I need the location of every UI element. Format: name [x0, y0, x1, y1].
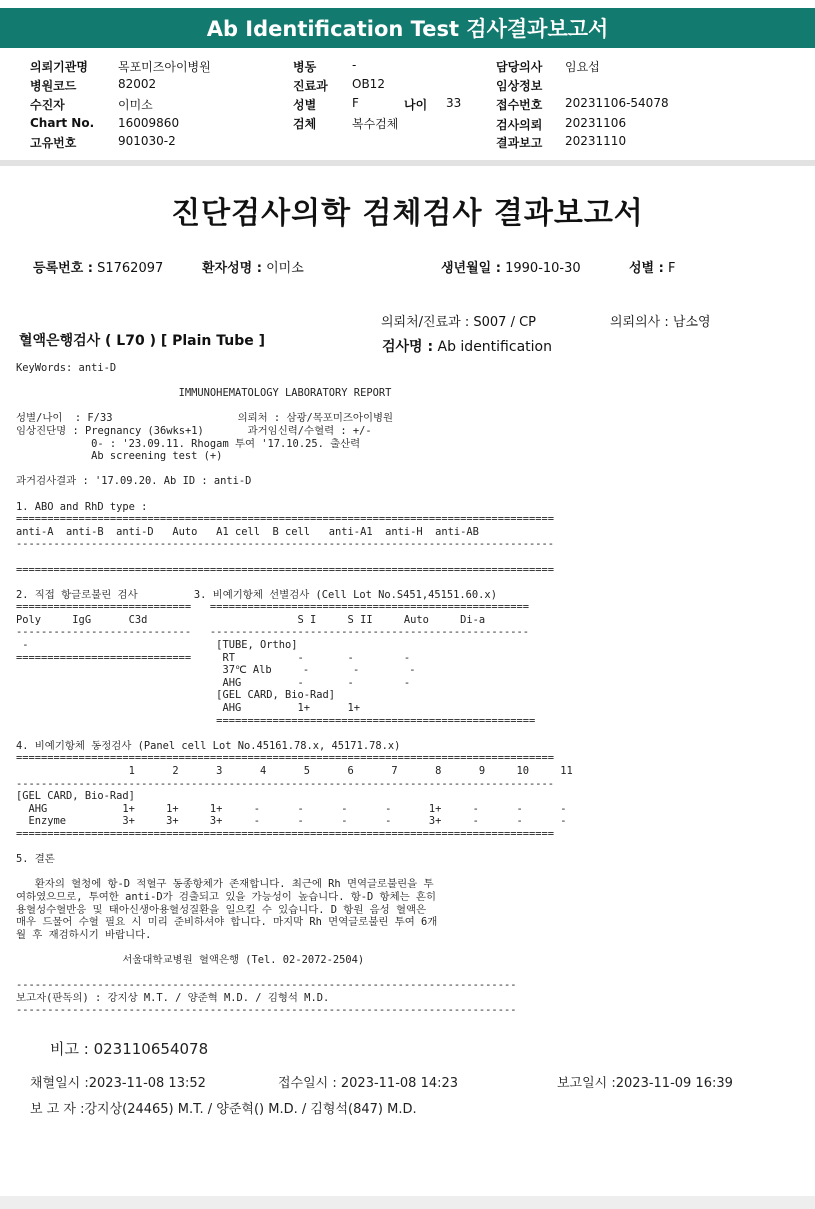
- result-date-label: 결과보고: [496, 136, 543, 150]
- report-sex-label: 성별 :: [629, 261, 664, 276]
- report-sex-value: F: [667, 261, 676, 276]
- registration-no: [33, 257, 163, 276]
- test-name: [382, 336, 552, 356]
- banner-title: Ab Identification Test 검사결과보고서: [206, 17, 609, 41]
- receipt-time-value: 2023-11-08 14:23: [340, 1076, 459, 1091]
- requesting-doctor: [610, 311, 711, 330]
- receipt-time-label: 접수일시 :: [278, 1076, 337, 1091]
- specimen-value: 복수검체: [352, 117, 399, 131]
- sex-value: F: [352, 96, 359, 110]
- bottom-edge: [0, 1196, 815, 1209]
- note: [50, 1038, 208, 1059]
- note-value: 023110654078: [93, 1040, 209, 1058]
- section-divider: [0, 160, 815, 166]
- collection-time: [30, 1072, 206, 1091]
- reporter: [30, 1098, 417, 1117]
- unique-no-label: 고유번호: [30, 136, 77, 150]
- registration-no-value: S1762097: [97, 261, 164, 276]
- collection-time-label: 채혈일시 :: [30, 1076, 89, 1091]
- request-date-value: 20231106: [565, 116, 627, 130]
- recipient-label: 수진자: [30, 98, 65, 112]
- reporter-value: 강지상(24465) M.T. / 양준혁() M.D. / 김형석(847) M.D.: [84, 1102, 417, 1117]
- request-date-label: 검사의뢰: [496, 118, 543, 132]
- hospital-code-value: 82002: [118, 77, 157, 91]
- ward-label: 병동: [293, 60, 317, 74]
- patient-name-label: 환자성명 :: [202, 261, 262, 276]
- report-time-label: 보고일시 :: [557, 1076, 616, 1091]
- requesting-department-label: 의뢰처/진료과 :: [381, 315, 470, 330]
- requesting-doctor-label: 의뢰의사 :: [610, 315, 669, 330]
- age-value: 33: [446, 96, 462, 110]
- department-value: OB12: [352, 77, 385, 91]
- reporter-label: 보 고 자 :: [30, 1102, 85, 1117]
- department-label: 진료과: [293, 79, 328, 93]
- doctor-value: 임요섭: [565, 60, 600, 74]
- chart-no-value: 16009860: [118, 116, 180, 130]
- collection-time-value: 2023-11-08 13:52: [88, 1076, 206, 1091]
- birth-date: [441, 257, 581, 276]
- unique-no-value: 901030-2: [118, 134, 176, 148]
- test-name-label: 검사명 :: [382, 339, 434, 355]
- specimen-label: 검체: [293, 117, 317, 131]
- chart-no-label: Chart No.: [30, 116, 95, 130]
- test-group: 혈액은행검사 ( L70 ) [ Plain Tube ]: [19, 333, 266, 349]
- birth-date-value: 1990-10-30: [505, 261, 581, 276]
- lab-report-body: KeyWords: anti-D IMMUNOHEMATOLOGY LABORATORY REPORT 성별/나이 : F/33 의뢰처 : 삼광/목포미즈아이병원 임상진단명 : Pregnancy (36wks+1) 과거임신력/수혈력 : +/- 0- : '23.09.11. Rhogam 투여 '17.10.25. 출산력 Ab screening test (+) 과거검사결과 : '17.09.20. Ab ID : anti-D 1. ABO and RhD type : ====================================================================================== anti-A anti-B anti-D Auto A1 cell B cell anti-A1 anti-H anti-AB -------------------------------------------------------------------------------------- ====================================================================================== 2. 직접 항글로불린 검사 3. 비예기항체 선별검사 (Cell Lot No.S451,45151.60.x) ============================ =================================================== Poly IgG C3d S I S II Auto Di-a ---------------------------- --------------------------------------------------- - [TUBE, Ortho] ============================ RT - - - 37℃ Alb - - - AHG - - - [GEL CARD, Bio-Rad] AHG 1+ 1+ =================================================== 4. 비예기항체 동정검사 (Panel cell Lot No.45161.78.x, 45171.78.x) ====================================================================================== 1 2 3 4 5 6 7 8 9 10 11 -------------------------------------------------------------------------------------- [GEL CARD, Bio-Rad] AHG 1+ 1+ 1+ - - - - 1+ - - - Enzyme 3+ 3+ 3+ - - - - 3+ - - - ====================================================================================== 5. 결론 환자의 혈청에 항-D 적혈구 동종항체가 존재합니다. 최근에 Rh 면역글로불린을 투 여하였으므로, 투여한 anti-D가 검출되고 있을 가능성이 높습니다. 항-D 항체는 흔히 용혈성수혈반응 및 태아신생아용혈성질환을 일으킬 수 있습니다. D 항원 음성 혈액은 매우 드물어 수혈 필요 시 미리 준비하셔야 합니다. 마지막 Rh 면역글로불린 투여 6개 월 후 재검하시기 바랍니다. 서울대학교병원 혈액은행 (Tel. 02-2072-2504) -------------------------------------------------------------------------------- 보고자(판독의) : 강지상 M.T. / 양준혁 M.D. / 김형석 M.D. --------------------------------------------------------------------------------: [16, 362, 573, 1017]
- report-time-value: 2023-11-09 16:39: [615, 1076, 733, 1091]
- birth-date-label: 생년월일 :: [441, 261, 501, 276]
- requesting-department-value: S007 / CP: [473, 315, 537, 330]
- receipt-no-value: 20231106-54078: [565, 96, 669, 110]
- report-sex: [629, 257, 675, 276]
- clinical-info-label: 임상정보: [496, 79, 543, 93]
- institution-label: 의뢰기관명: [30, 60, 88, 74]
- requesting-department: [381, 311, 536, 330]
- registration-no-label: 등록번호 :: [33, 261, 93, 276]
- report-title: 진단검사의학 검체검사 결과보고서: [171, 196, 644, 231]
- requesting-doctor-value: 남소영: [672, 315, 711, 330]
- ward-value: -: [352, 58, 357, 72]
- title-banner: [0, 8, 815, 48]
- recipient-value: 이미소: [118, 98, 153, 112]
- hospital-code-label: 병원코드: [30, 79, 77, 93]
- receipt-time: [278, 1072, 458, 1091]
- sex-label: 성별: [293, 98, 317, 112]
- age-label: 나이: [404, 98, 428, 112]
- report-time: [557, 1072, 733, 1091]
- receipt-no-label: 접수번호: [496, 98, 543, 112]
- patient-name-value: 이미소: [266, 261, 304, 276]
- doctor-label: 담당의사: [496, 60, 543, 74]
- note-label: 비고 :: [50, 1040, 89, 1058]
- institution-value: 목포미즈아이병원: [118, 60, 211, 74]
- test-name-value: Ab identification: [437, 339, 552, 355]
- patient-name: [202, 257, 304, 276]
- result-date-value: 20231110: [565, 134, 627, 148]
